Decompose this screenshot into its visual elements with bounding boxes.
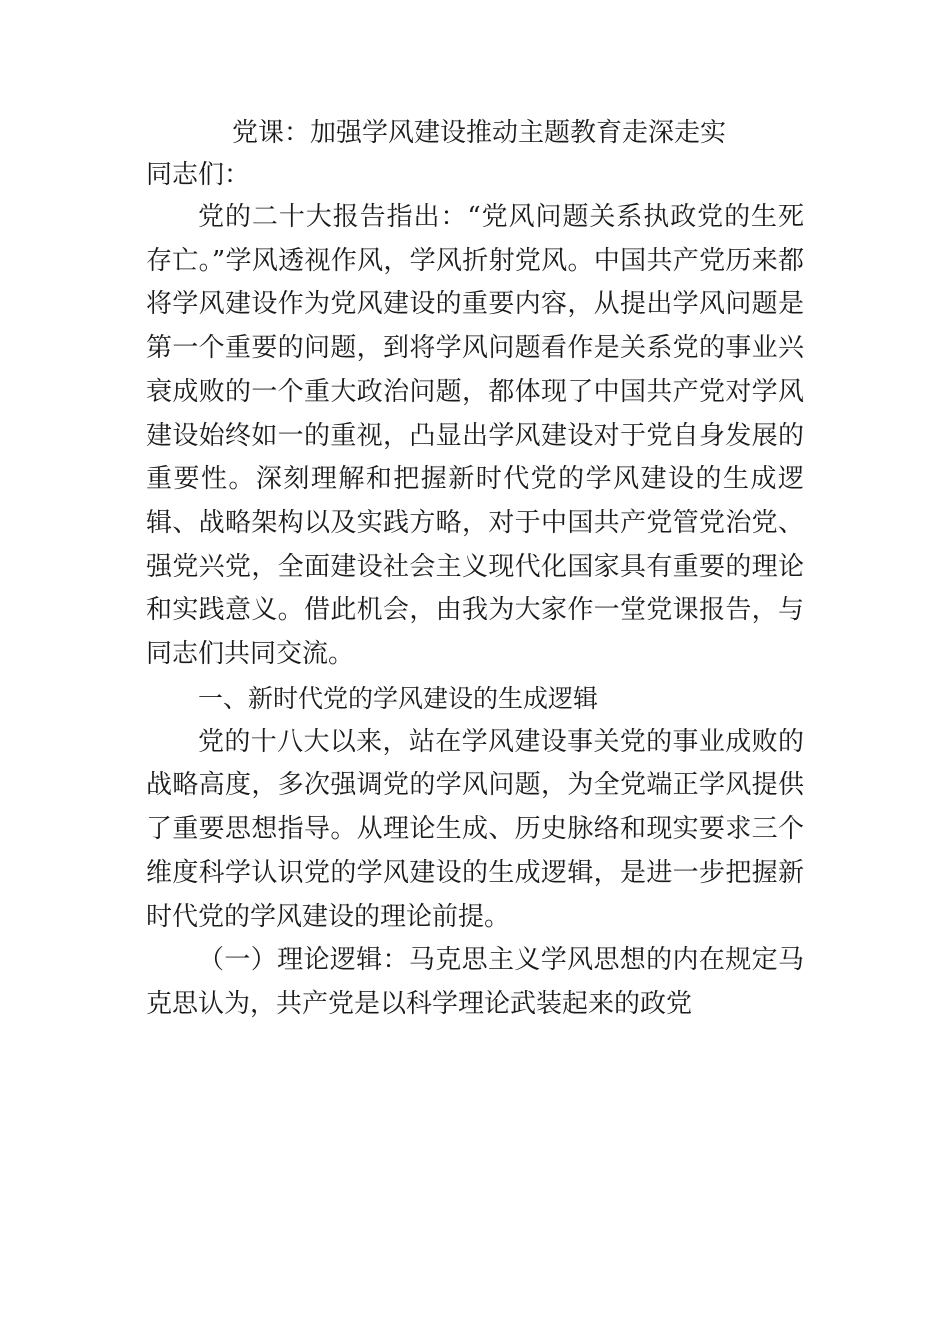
- paragraph-subsection-1: （一）理论逻辑：马克思主义学风思想的内在规定马克思认为，共产党是以科学理论武装起来的政党: [146, 945, 804, 1019]
- document-title: 党课：加强学风建设推动主题教育走深走实: [232, 118, 727, 148]
- salutation: 同志们：: [146, 160, 251, 190]
- document-body: [146, 110, 804, 1027]
- section-heading-1: 一、新时代党的学风建设的生成逻辑: [198, 683, 599, 713]
- paragraph-section-1: 党的十八大以来，站在学风建设事关党的事业成败的战略高度，多次强调党的学风问题，为全党端正学风提供了重要思想指导。从理论生成、历史脉络和现实要求三个维度科学认识党的学风建设的生成逻辑，是进一步把握新时代党的学风建设的理论前提。: [146, 726, 804, 932]
- paragraph-intro: 党的二十大报告指出：“党风问题关系执政党的生死存亡。”学风透视作风，学风折射党风。中国共产党历来都将学风建设作为党风建设的重要内容，从提出学风问题是第一个重要的问题，到将学风问题看作是关系党的事业兴衰成败的一个重大政治问题，都体现了中国共产党对学风建设始终如一的重视，凸显出学风建设对于党自身发展的重要性。深刻理解和把握新时代党的学风建设的生成逻辑、战略架构以及实践方略，对于中国共产党管党治党、强党兴党，全面建设社会主义现代化国家具有重要的理论和实践意义。借此机会，由我为大家作一堂党课报告，与同志们共同交流。: [146, 202, 804, 670]
